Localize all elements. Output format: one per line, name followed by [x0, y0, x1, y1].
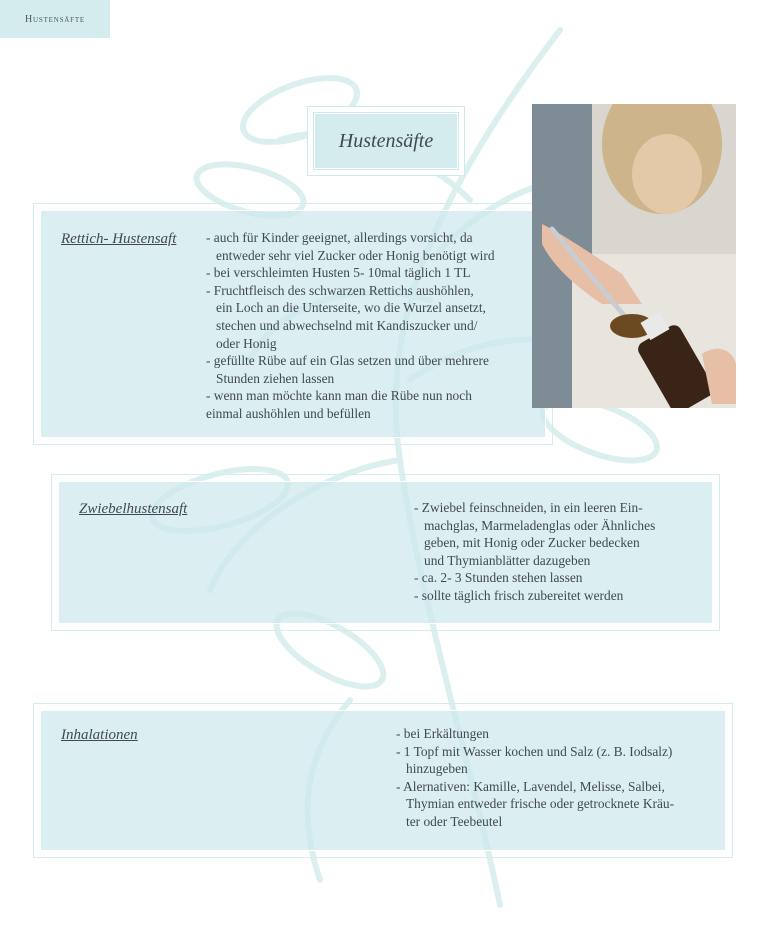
inhalation-list: [396, 725, 674, 831]
page-title-inner: [314, 113, 458, 169]
list-item: geben, mit Honig oder Zucker bedecken: [424, 535, 640, 551]
inhalation-label: Inhalationen: [61, 727, 138, 743]
list-item: entweder sehr viel Zucker oder Honig benötigt wird: [216, 247, 495, 263]
list-item: stechen und abwechselnd mit Kandiszucker und/: [216, 317, 478, 333]
list-item: - bei verschleimten Husten 5- 10mal täglich 1 TL: [206, 265, 471, 281]
list-item: - bei Erkältungen: [396, 726, 489, 741]
photo-illustration: [532, 104, 736, 408]
list-item: Stunden ziehen lassen: [216, 370, 335, 386]
list-item: ter oder Teebeutel: [406, 813, 503, 829]
list-item: hinzugeben: [406, 761, 468, 777]
list-item: ein Loch an die Unterseite, wo die Wurzel ansetzt,: [216, 300, 486, 316]
zwiebel-list: [414, 499, 655, 605]
list-item: - Zwiebel feinschneiden, in ein leeren Ein-: [414, 500, 643, 515]
list-item: einmal aushöhlen und befüllen: [206, 405, 371, 421]
list-item: oder Honig: [216, 335, 277, 351]
list-item: - ca. 2- 3 Stunden stehen lassen: [414, 570, 583, 586]
rettich-list: [206, 229, 495, 423]
list-item: - sollte täglich frisch zubereitet werden: [414, 587, 624, 603]
list-item: - wenn man möchte kann man die Rübe nun noch: [206, 388, 472, 404]
zwiebel-label: Zwiebelhustensaft: [79, 501, 188, 517]
list-item: - Alernativen: Kamille, Lavendel, Melisse, Salbei,: [396, 778, 665, 794]
page-title: Hustensäfte: [338, 129, 434, 152]
header-tab: [0, 0, 110, 38]
list-item: machglas, Marmeladenglas oder Ähnliches: [424, 517, 656, 533]
page-title-box: [307, 106, 465, 176]
list-item: - gefüllte Rübe auf ein Glas setzen und über mehrere: [206, 353, 489, 369]
header-tab-label: Hustensäfte: [25, 13, 85, 25]
list-item: Thymian entweder frische oder getrocknete Kräu-: [406, 796, 675, 812]
cough-syrup-photo: [532, 104, 736, 408]
list-item: - 1 Topf mit Wasser kochen und Salz (z. B. Iodsalz): [396, 743, 673, 759]
rettich-label: Rettich- Hustensaft: [61, 231, 177, 247]
list-item: und Thymianblätter dazugeben: [424, 552, 591, 568]
list-item: - Fruchtfleisch des schwarzen Rettichs aushöhlen,: [206, 282, 474, 298]
list-item: - auch für Kinder geeignet, allerdings vorsicht, da: [206, 230, 473, 245]
